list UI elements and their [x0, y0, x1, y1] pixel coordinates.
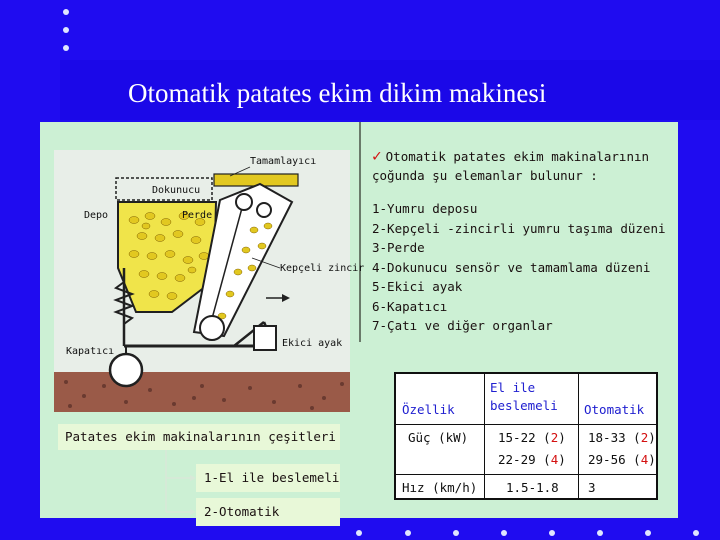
- cell-manual-speed: 1.5-1.8: [506, 480, 559, 495]
- decor-dot: [405, 530, 411, 536]
- header-feature: Özellik: [402, 402, 455, 417]
- components-info: [372, 146, 672, 336]
- header-manual-line2: beslemeli: [490, 398, 558, 413]
- decor-dot: [63, 9, 69, 15]
- label-ekici-ayak: Ekici ayak: [282, 338, 343, 349]
- decor-dot: [597, 530, 603, 536]
- planter-machine-diagram: [54, 150, 365, 412]
- header-automatic: Otomatik: [584, 402, 645, 417]
- decor-dot: [645, 530, 651, 536]
- info-heading-text: Otomatik patates ekim makinalarının çoğunda şu elemanlar bulunur :: [372, 149, 650, 183]
- cell-manual-power-1: 15-22 (2): [498, 430, 566, 445]
- divider: [359, 122, 361, 342]
- label-dokunucu: Dokunucu: [152, 185, 201, 196]
- comparison-table: [394, 372, 658, 500]
- label-kapatici: Kapatıcı: [66, 346, 115, 357]
- decor-dot: [549, 530, 555, 536]
- label-depo: Depo: [84, 210, 109, 221]
- decor-dot: [63, 45, 69, 51]
- decor-dot: [356, 530, 362, 536]
- completer: [214, 174, 298, 186]
- decor-dot: [453, 530, 459, 536]
- decor-dot: [63, 27, 69, 33]
- list-item: 6-Kapatıcı: [372, 298, 448, 314]
- list-item: 2-Kepçeli -zincirli yumru taşıma düzeni: [372, 220, 666, 236]
- slide-title: Otomatik patates ekim dikim makinesi: [128, 78, 547, 108]
- list-item: 5-Ekici ayak: [372, 279, 463, 294]
- decor-dot: [501, 530, 507, 536]
- label-tamamlayici: Tamamlayıcı: [250, 156, 317, 167]
- list-item: 1-Yumru deposu: [372, 201, 478, 216]
- list-item: 3-Perde: [372, 240, 425, 255]
- list-item: 7-Çatı ve diğer organlar: [372, 318, 553, 333]
- checkmark-icon: ✓: [372, 146, 382, 165]
- types-tree-lines: [150, 450, 200, 520]
- soil-layer: [54, 372, 350, 412]
- cell-auto-power-1: 18-33 (2): [588, 430, 656, 445]
- cell-auto-power-2: 29-56 (4): [588, 452, 656, 467]
- closing-wheel: [110, 354, 142, 386]
- row-speed-label: Hız (km/h): [402, 480, 478, 495]
- cell-auto-speed: 3: [588, 480, 596, 495]
- types-title: Patates ekim makinalarının çeşitleri: [58, 424, 340, 450]
- type-item-manual: 1-El ile beslemeli: [196, 464, 340, 492]
- label-perde: Perde: [182, 210, 213, 221]
- label-kepceli-zincir: Kepçeli zincir: [280, 263, 365, 274]
- list-item: 4-Dokunucu sensör ve tamamlama düzeni: [372, 259, 651, 275]
- type-item-automatic: 2-Otomatik: [196, 498, 340, 526]
- cell-manual-power-2: 22-29 (4): [498, 452, 566, 467]
- row-power-label: Güç (kW): [408, 430, 469, 445]
- info-heading: [372, 146, 672, 185]
- decor-dot: [693, 530, 699, 536]
- header-manual-line1: El ile: [490, 380, 536, 395]
